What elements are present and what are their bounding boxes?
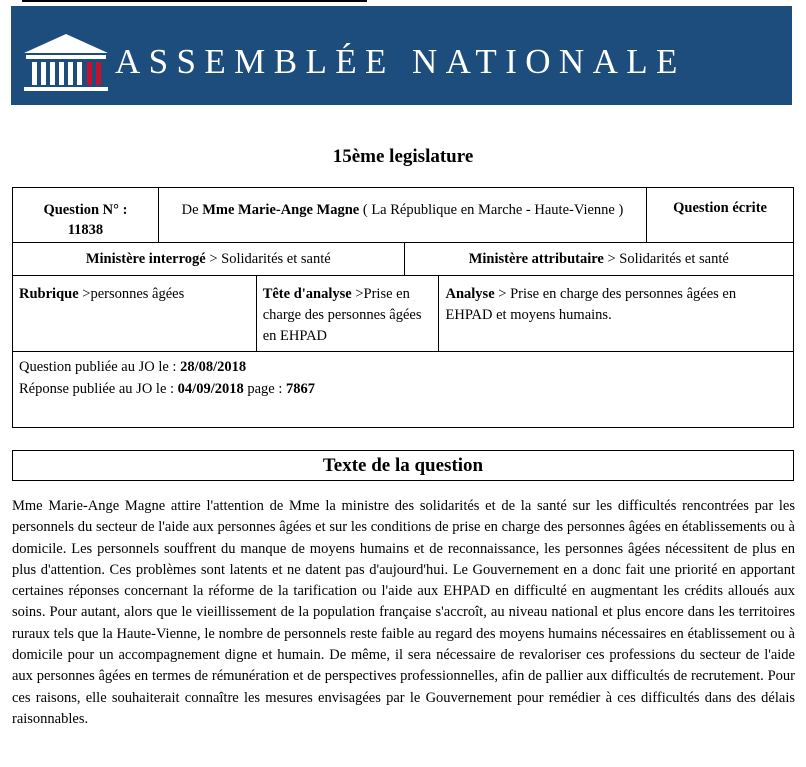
question-number: 11838	[67, 222, 104, 238]
reponse-pub-date: 04/09/2018	[177, 381, 244, 397]
reponse-pub-label: Réponse publiée au JO le :	[19, 381, 178, 397]
ministere-attributaire-label: Ministère attributaire	[468, 250, 604, 267]
banner-title: ASSEMBLÉE NATIONALE	[115, 42, 686, 81]
ministere-interroge-cell	[13, 243, 405, 276]
page-number: 7867	[286, 381, 316, 397]
rubrique: >personnes âgées	[78, 286, 185, 302]
tete-analyse-label: Tête d'analyse	[262, 286, 352, 302]
analyse-cell	[439, 276, 794, 352]
top-rule	[22, 0, 367, 2]
question-number-label: Question N° :	[43, 202, 128, 218]
assemblee-building-logo	[11, 6, 111, 105]
question-publication-line	[19, 359, 246, 376]
author-cell	[158, 188, 646, 243]
author-group: ( La République en Marche - Haute-Vienne )	[362, 202, 624, 218]
ministere-interroge-label: Ministère interrogé	[85, 250, 206, 267]
ministere-attributaire-cell	[404, 243, 793, 276]
author-name: Mme Marie-Ange Magne	[202, 202, 360, 218]
tete-analyse-cell	[256, 276, 439, 352]
legislature-heading: 15ème legislature	[332, 146, 474, 167]
rubrique-label: Rubrique	[19, 286, 79, 302]
question-meta-table	[12, 187, 794, 352]
author-prefix: De	[181, 202, 199, 218]
ministere-interroge: > Solidarités et santé	[205, 250, 331, 267]
section-title: Texte de la question	[322, 455, 484, 476]
site-banner	[11, 6, 792, 105]
question-number-cell	[13, 188, 159, 243]
page-label: page :	[243, 381, 287, 397]
question-type: Question écrite	[647, 188, 794, 243]
ministere-attributaire: > Solidarités et santé	[603, 250, 729, 267]
rubrique-cell	[13, 276, 257, 352]
publication-info	[12, 351, 794, 428]
analyse-label: Analyse	[445, 286, 495, 302]
question-text: Mme Marie-Ange Magne attire l'attention de Mme la ministre des solidarités et de la santé sur les difficultés rencontrées par les personnels du secteur de l'aide aux personnes âgées et sur les conditions de prise en charge des personnes âgées en établissements ou à domicile. Les personnels souffrent du manque de moyens humains et de reconnaissance, les personnes âgées nécessitent de plus en plus d'attention. Ces problèmes sont latents et ne datent pas d'aujourd'hui. Le Gouvernement en a donc fait une priorité en apportant certaines réponses concernant la réforme de la tarification ou l'aide aux EHPAD en difficulté en augmentant les crédits alloués aux soins. Pour autant, alors que le vieillissement de la population française s'accroît, au niveau national et plus encore dans les territoires ruraux tels que la Haute-Vienne, le nombre de personnels reste faible au regard des moyens humains nécessaires en établissement ou à domicile pour un accompagnement digne et humain. De même, il sera nécessaire de revaloriser ces professions du secteur de l'aide aux personnes âgées en termes de rémunération et de perspectives professionnelles, afin de pallier aux difficultés de recrutement. Pour ces raisons, elle souhaiterait connaître les mesures envisagées par le Gouvernement pour remédier à ces difficultés dans des délais raisonnables.	[12, 498, 795, 727]
section-title-box	[12, 450, 794, 481]
question-pub-label: Question publiée au JO le :	[19, 359, 181, 375]
tete-analyse: >Prise en charge des personnes âgées en EHPAD	[262, 286, 422, 344]
question-pub-date: 28/08/2018	[180, 359, 247, 375]
analyse: > Prise en charge des personnes âgées en EHPAD et moyens humains.	[445, 286, 737, 323]
response-publication-line	[19, 381, 315, 398]
